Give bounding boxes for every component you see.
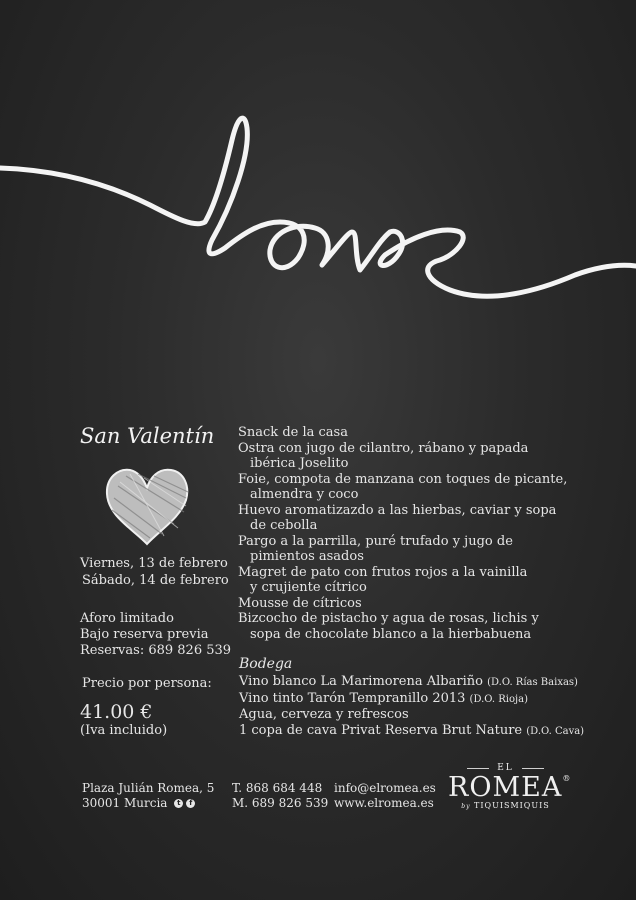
social-icons bbox=[174, 799, 195, 808]
logo-byline: by TIQUISMIQUIS bbox=[461, 801, 550, 810]
heart-icon bbox=[104, 464, 190, 548]
wine-origin: (D.O. Rioja) bbox=[469, 693, 528, 705]
drink-name: Agua, cerveza y refrescos bbox=[239, 707, 409, 722]
menu-item: Pargo a la parrilla, puré trufado y jugo de bbox=[238, 533, 513, 549]
wine-origin: (D.O. Rías Baixas) bbox=[487, 677, 578, 688]
wine-name: Vino tinto Tarón Tempranillo 2013 bbox=[239, 690, 466, 706]
twitter-icon[interactable]: t bbox=[174, 799, 183, 808]
footer-contact bbox=[334, 781, 436, 811]
website-link[interactable]: www.elromea.es bbox=[334, 796, 434, 810]
menu-item-continuation: ibérica Joselito bbox=[250, 456, 349, 471]
wine-name: 1 copa de cava Privat Reserva Brut Nature bbox=[239, 722, 523, 738]
mobile-number: M. 689 826 539 bbox=[232, 796, 329, 810]
phone-number: T. 868 684 448 bbox=[232, 781, 323, 795]
bodega-list bbox=[239, 674, 584, 739]
wine-origin: (D.O. Cava) bbox=[526, 725, 585, 737]
booking-info-line: Aforo limitado bbox=[80, 611, 174, 626]
price-value: 41.00 € bbox=[80, 701, 153, 723]
menu-item-continuation: sopa de chocolate blanco a la hierbabuena bbox=[250, 626, 532, 642]
booking-info-line: Reservas: 689 826 539 bbox=[80, 643, 232, 658]
romea-logo bbox=[448, 763, 572, 810]
menu-item: Huevo aromatizazdo a las hierbas, caviar y sopa bbox=[238, 502, 557, 518]
email-link[interactable]: info@elromea.es bbox=[334, 781, 436, 795]
menu-item: Snack de la casa bbox=[238, 425, 348, 440]
price-label: Precio por persona: bbox=[82, 676, 212, 691]
address-street: Plaza Julián Romea, 5 bbox=[82, 781, 215, 795]
logo-prefix: EL bbox=[448, 763, 563, 773]
wine-item bbox=[239, 691, 584, 708]
price-note: (Iva incluido) bbox=[80, 723, 168, 738]
wine-item bbox=[239, 723, 584, 740]
love-script-lettering bbox=[0, 100, 636, 320]
logo-name: ROMEA® bbox=[448, 772, 572, 803]
menu-item: Mousse de cítricos bbox=[238, 595, 362, 611]
event-date-saturday: Sábado, 14 de febrero bbox=[82, 573, 229, 588]
menu-item-continuation: almendra y coco bbox=[250, 487, 359, 502]
bodega-title: Bodega bbox=[239, 656, 293, 672]
menu-item: Bizcocho de pistacho y agua de rosas, lichis y bbox=[238, 611, 539, 626]
menu-item-continuation: y crujiente cítrico bbox=[250, 580, 367, 595]
menu-list bbox=[238, 425, 578, 642]
footer-phones bbox=[232, 781, 328, 811]
footer-address bbox=[82, 781, 214, 811]
wine-item bbox=[239, 674, 584, 691]
wine-name: Vino blanco La Marimorena Albariño bbox=[239, 674, 483, 689]
address-city: 30001 Murcia bbox=[82, 796, 168, 810]
drink-item bbox=[239, 707, 584, 723]
menu-item: Ostra con jugo de cilantro, rábano y papada bbox=[238, 440, 529, 456]
menu-item-continuation: pimientos asados bbox=[250, 549, 364, 564]
menu-item: Magret de pato con frutos rojos a la vainilla bbox=[238, 564, 528, 580]
menu-item-continuation: de cebolla bbox=[250, 518, 318, 533]
menu-item: Foie, compota de manzana con toques de picante, bbox=[238, 471, 568, 487]
event-date-friday: Viernes, 13 de febrero bbox=[80, 556, 228, 571]
event-title: San Valentín bbox=[80, 424, 215, 448]
facebook-icon[interactable]: f bbox=[186, 799, 195, 808]
booking-info bbox=[80, 611, 231, 659]
booking-info-line: Bajo reserva previa bbox=[80, 627, 209, 642]
registered-mark: ® bbox=[562, 774, 572, 783]
